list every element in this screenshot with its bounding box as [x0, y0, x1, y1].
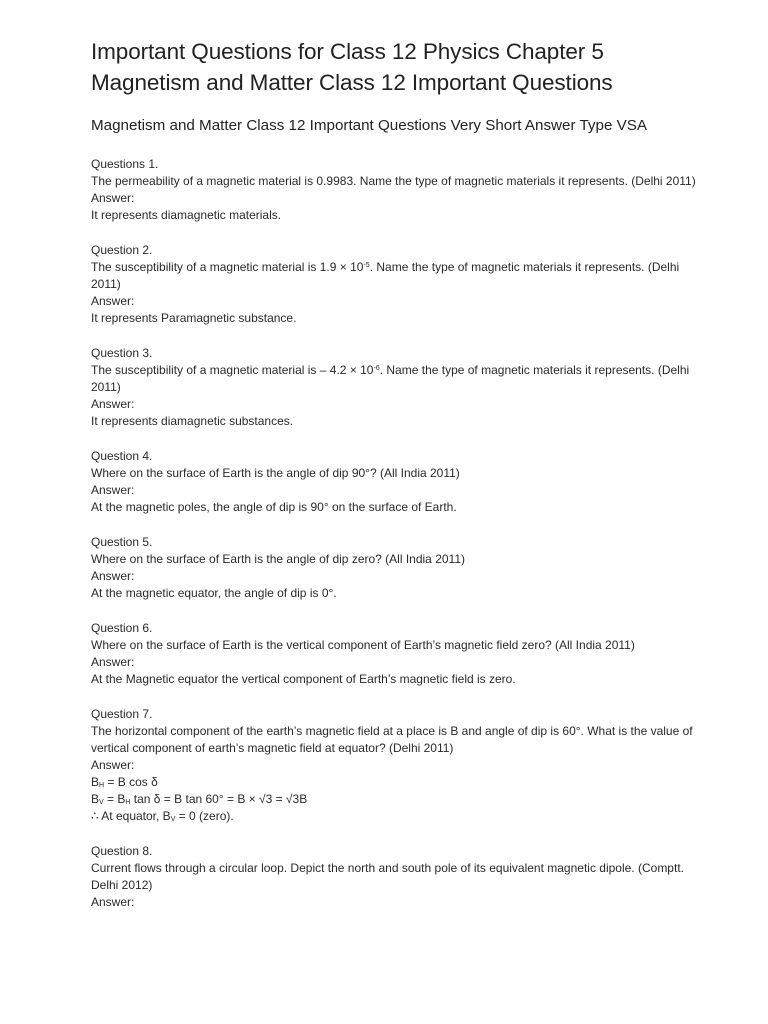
question-text: Where on the surface of Earth is the angle of dip 90°? (All India 2011) — [91, 466, 460, 480]
question-heading: Question 2. — [91, 243, 153, 257]
question-block-2 — [91, 242, 708, 327]
question-block-8 — [91, 843, 708, 911]
question-text: The permeability of a magnetic material is 0.9983. Name the type of magnetic materials it represents. (Delhi 2011) — [91, 174, 696, 188]
document-title — [91, 36, 708, 98]
question-text — [91, 362, 708, 396]
answer-text: It represents Paramagnetic substance. — [91, 311, 297, 325]
answer-text: At the Magnetic equator the vertical component of Earth’s magnetic field is zero. — [91, 672, 516, 686]
subscript: H — [125, 799, 131, 806]
question-text: Where on the surface of Earth is the angle of dip zero? (All India 2011) — [91, 552, 465, 566]
question-text: Current flows through a circular loop. Depict the north and south pole of its equivalent magnetic dipole. (Comptt. Delhi 2012) — [91, 861, 684, 892]
question-block-4 — [91, 448, 708, 516]
subscript: V — [99, 799, 104, 806]
answer-text: It represents diamagnetic materials. — [91, 208, 282, 222]
section-heading: Magnetism and Matter Class 12 Important Questions Very Short Answer Type VSA — [91, 117, 648, 134]
question-text-part: . Name the type of magnetic materials it represents. (Delhi 2011) — [91, 363, 690, 394]
question-block-7 — [91, 706, 708, 825]
question-block-5 — [91, 534, 708, 602]
subscript: H — [99, 782, 105, 789]
document-title-line-1: Important Questions for Class 12 Physics Chapter 5 — [91, 39, 604, 64]
equation-part: tan δ = B tan 60° = B × √3 = √3B — [130, 792, 308, 806]
equation-part: B — [91, 792, 100, 806]
answer-label: Answer: — [91, 191, 135, 205]
question-list — [91, 156, 708, 911]
question-heading: Question 7. — [91, 707, 153, 721]
question-text-part: The susceptibility of a magnetic material is – 4.2 × 10 — [91, 363, 374, 377]
answer-label: Answer: — [91, 397, 135, 411]
equation-part: ∴ At equator, B — [91, 809, 171, 823]
answer-label: Answer: — [91, 758, 135, 772]
exponent: -5 — [363, 262, 370, 269]
question-block-3 — [91, 345, 708, 430]
question-heading: Question 4. — [91, 449, 153, 463]
question-heading: Question 6. — [91, 621, 153, 635]
question-text — [91, 259, 708, 293]
question-text-part: The susceptibility of a magnetic material is 1.9 × 10 — [91, 260, 364, 274]
equation-line-1 — [91, 774, 708, 791]
question-block-6 — [91, 620, 708, 688]
equation-line-3 — [91, 808, 708, 825]
question-heading: Question 8. — [91, 844, 153, 858]
equation-part: B — [91, 775, 100, 789]
subscript: V — [170, 816, 176, 823]
question-heading: Question 5. — [91, 535, 153, 549]
question-block-1 — [91, 156, 708, 224]
answer-text: At the magnetic poles, the angle of dip is 90° on the surface of Earth. — [91, 500, 457, 514]
question-text-part: . Name the type of magnetic materials it represents. (Delhi 2011) — [91, 260, 680, 291]
question-text: Where on the surface of Earth is the vertical component of Earth’s magnetic field zero? (All India 2011) — [91, 638, 635, 652]
answer-label: Answer: — [91, 294, 135, 308]
equation-line-2 — [91, 791, 708, 808]
question-text: The horizontal component of the earth’s magnetic field at a place is B and angle of dip is 60°. What is the value of vertical component of earth’s magnetic field at equator? (Delhi 2011) — [91, 724, 693, 755]
equation-part: = B cos δ — [104, 775, 158, 789]
question-heading: Question 3. — [91, 346, 153, 360]
answer-label: Answer: — [91, 483, 135, 497]
answer-label: Answer: — [91, 569, 135, 583]
equation-part: = B — [103, 792, 126, 806]
answer-label: Answer: — [91, 655, 135, 669]
question-heading: Questions 1. — [91, 157, 159, 171]
equation-part: = 0 (zero). — [175, 809, 234, 823]
answer-label: Answer: — [91, 895, 135, 909]
answer-text: It represents diamagnetic substances. — [91, 414, 294, 428]
answer-text: At the magnetic equator, the angle of dip is 0°. — [91, 586, 337, 600]
document-title-line-2: Magnetism and Matter Class 12 Important Questions — [91, 70, 613, 95]
exponent: -6 — [373, 365, 380, 372]
